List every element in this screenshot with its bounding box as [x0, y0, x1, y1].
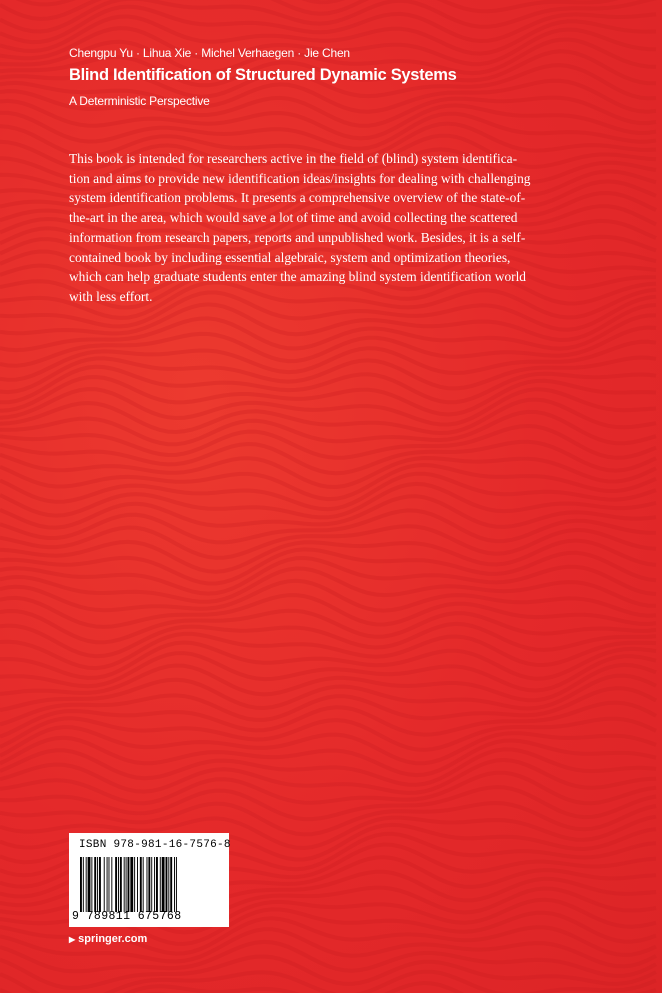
publisher-link[interactable]	[69, 933, 147, 945]
barcode-bars	[80, 857, 221, 912]
description-line: tion and aims to provide new identification ideas/insights for dealing with challenging	[69, 170, 531, 186]
isbn-barcode	[69, 833, 229, 927]
triangle-right-icon: ▶	[69, 934, 76, 944]
description-line: which can help graduate students enter the amazing blind system identification world	[69, 269, 527, 285]
isbn-label: ISBN 978-981-16-7576-8	[79, 839, 231, 851]
description-line: with less effort.	[69, 288, 153, 304]
description-line: contained book by including essential algebraic, system and optimization theories,	[69, 249, 511, 265]
barcode-digits: 9 789811 675768	[72, 910, 182, 923]
publisher-url: springer.com	[78, 933, 148, 945]
description-line: information from research papers, reports and unpublished work. Besides, it is a self-	[69, 229, 526, 245]
description-line: the-art in the area, which would save a lot of time and avoid collecting the scattered	[69, 210, 518, 226]
description-line: This book is intended for researchers active in the field of (blind) system identifica-	[69, 151, 518, 166]
book-subtitle: A Deterministic Perspective	[69, 94, 210, 108]
book-description	[69, 149, 591, 307]
book-title: Blind Identification of Structured Dynamic Systems	[69, 66, 457, 84]
description-line: system identification problems. It presents a comprehensive overview of the state-of-	[69, 190, 526, 206]
authors: Chengpu Yu · Lihua Xie · Michel Verhaegen · Jie Chen	[69, 46, 350, 60]
